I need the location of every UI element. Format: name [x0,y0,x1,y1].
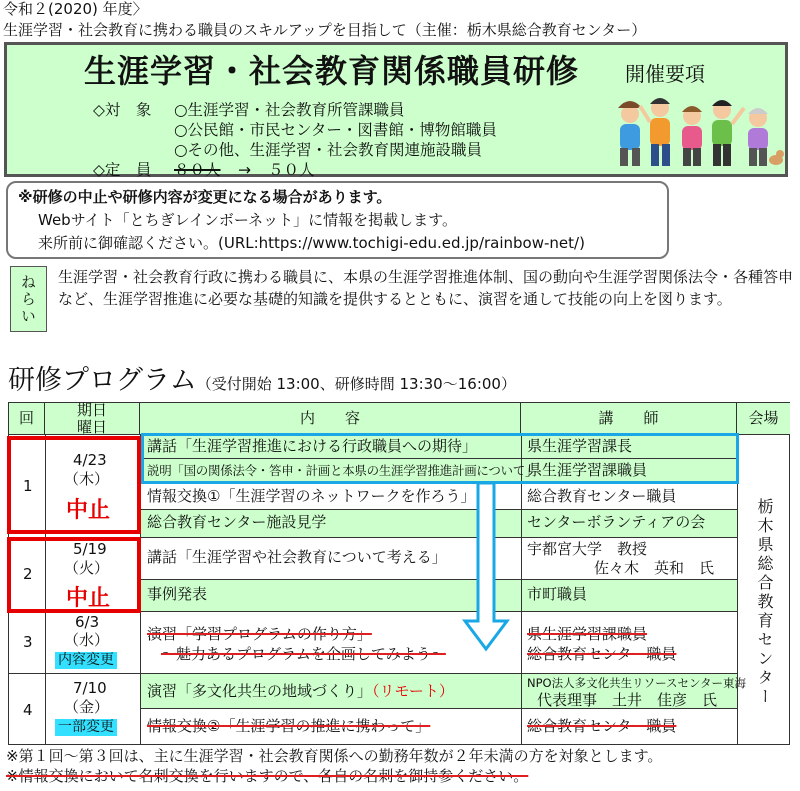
header-lecturer: 講 師 [521,403,737,435]
cancelled-label: 中止 [66,498,111,523]
header-date [45,400,140,436]
event-subtitle: 生涯学習・社会教育に携わる職員のスキルアップを目指して（主催：栃木県総合教育センター） [3,21,647,39]
header-date-line: 期日 [76,400,107,419]
person-illustration [712,100,744,166]
session-content: 情報交換①「生涯学習のネットワークを作ろう」 [147,487,476,505]
footnote: ※情報交換において名刺交換を行いますので、各自の名刺を御持参ください。 [6,767,529,785]
target-label: ◇対 象 [93,101,152,119]
venue-name: 栃木県総合教育センター [755,498,774,707]
header-content: 内 容 [140,403,521,435]
session-content: 総合教育センター施設見学 [147,513,327,531]
round-number: 3 [23,633,33,651]
person-illustration [748,108,768,166]
session-lecturer: 市町職員 [527,585,588,603]
changed-badge: 一部変更 [55,719,117,736]
program-heading: 研修プログラム [8,365,197,396]
session-content: 講話「生涯学習や社会教育について考える」 [147,548,447,566]
row-divider [140,537,737,538]
notice-warning: ※研修の中止や研修内容が変更になる場合があります。 [18,188,392,206]
changed-badge: 内容変更 [55,652,117,669]
person-illustration [682,106,702,166]
down-arrow-icon [461,483,511,653]
session-content-text: 演習「多文化共生の地域づくり」 [147,682,373,700]
row-shade [140,579,737,611]
capacity-arrow: → [238,161,251,179]
notice-url: 来所前に御確認ください。(URL:https://www.tochigi-edu.ed.jp/rainbow-net/) [38,234,585,252]
row-divider [9,673,140,674]
session-lecturer: 総合教育センター職員 [527,717,677,735]
session-lecturer: NPO法人多文化共生リソースセンター東海 [527,676,747,690]
capacity-label: ◇定 員 [93,161,152,179]
session-content: 情報交換②「生涯学習の推進に携わって」 [147,717,431,735]
session-day: （木） [64,470,110,488]
round-number: 1 [23,477,33,495]
cancelled-label: 中止 [66,586,111,611]
notice-website: Webサイト「とちぎレインボーネット」に情報を掲載します。 [38,211,457,229]
session-lecturer: 県生涯学習課職員 [527,461,648,479]
session-content [147,682,454,701]
person-illustration [618,101,642,166]
round-number: 2 [23,565,33,583]
program-title [8,365,516,400]
row-divider [140,509,737,510]
session-lecturer: 県生涯学習課長 [527,437,633,455]
session-date: 6/3 [75,613,100,631]
session-date: 5/19 [73,540,107,558]
target-item: ○公民館・市民センター・図書館・博物館職員 [174,121,497,139]
session-lecturer: 総合教育センター職員 [527,645,677,663]
aim-text: 生涯学習・社会教育行政に携わる職員に、本県の生涯学習推進体制、国の動向や生涯学習関係法令・各種答申など、生涯学習推進に必要な基礎的知識を提供するとともに、演習を通して技能の向上を図ります。 [58,268,794,308]
capacity-new: ５０人 [268,161,315,179]
target-item: ○その他、生涯学習・社会教育関連施設職員 [174,141,483,159]
header-venue: 会場 [737,403,790,435]
session-content: 講話「生涯学習推進における行政職員への期待」 [147,437,478,455]
session-date: 7/10 [73,679,107,697]
capacity-old: ８０人 [174,161,221,179]
session-content: 事例発表 [147,585,208,603]
header-day-line: 曜日 [76,417,107,436]
title-suffix: 開催要項 [625,62,705,86]
session-day: （水） [64,631,110,649]
aim-label: ねらい [19,273,37,325]
cancelled-highlight [7,537,141,613]
session-content-sub: ～魅力あるプログラムを企画してみよう～ [161,645,446,663]
session-lecturer: センターボランティアの会 [527,513,706,531]
cancelled-highlight [7,436,141,534]
program-table [8,402,790,745]
footnote: ※第１回～第３回は、主に生涯学習・社会教育関係への勤務年数が２年未満の方を対象とします。 [6,747,663,765]
session-lecturer: 宇都宮大学 教授 [527,540,648,558]
page-title: 生涯学習・社会教育関係職員研修 [84,52,580,90]
remote-tag: （リモート） [372,682,454,700]
people-illustration [610,86,785,173]
aim-label-box [10,266,47,332]
session-lecturer: 佐々木 英和 氏 [594,559,715,577]
header-round: 回 [9,403,45,435]
round-number: 4 [23,701,33,719]
moved-highlight [141,433,739,484]
session-lecturer: 総合教育センター職員 [527,487,677,505]
row-divider [140,673,737,674]
session-lecturer: 県生涯学習課職員 [527,625,648,643]
session-day: （火） [64,559,110,577]
program-time: （受付開始 13:00、研修時間 13:30～16:00） [196,375,516,393]
row-divider [140,611,737,612]
session-date: 4/23 [73,451,107,469]
target-item: ○生涯学習・社会教育所管課職員 [174,101,405,119]
session-day: （金） [64,698,110,716]
person-illustration [640,98,670,166]
fiscal-year: 令和２(2020) 年度〉 [3,0,148,18]
notice-box [6,181,669,259]
session-content: 演習「学習プログラムの作り方」 [147,625,372,643]
dog-illustration [769,150,784,165]
session-lecturer: 代表理事 土井 佳彦 氏 [537,691,718,709]
row-divider [140,579,737,580]
session-content: 説明「国の関係法令・答申・計画と本県の生涯学習推進計画について」 [147,463,538,478]
